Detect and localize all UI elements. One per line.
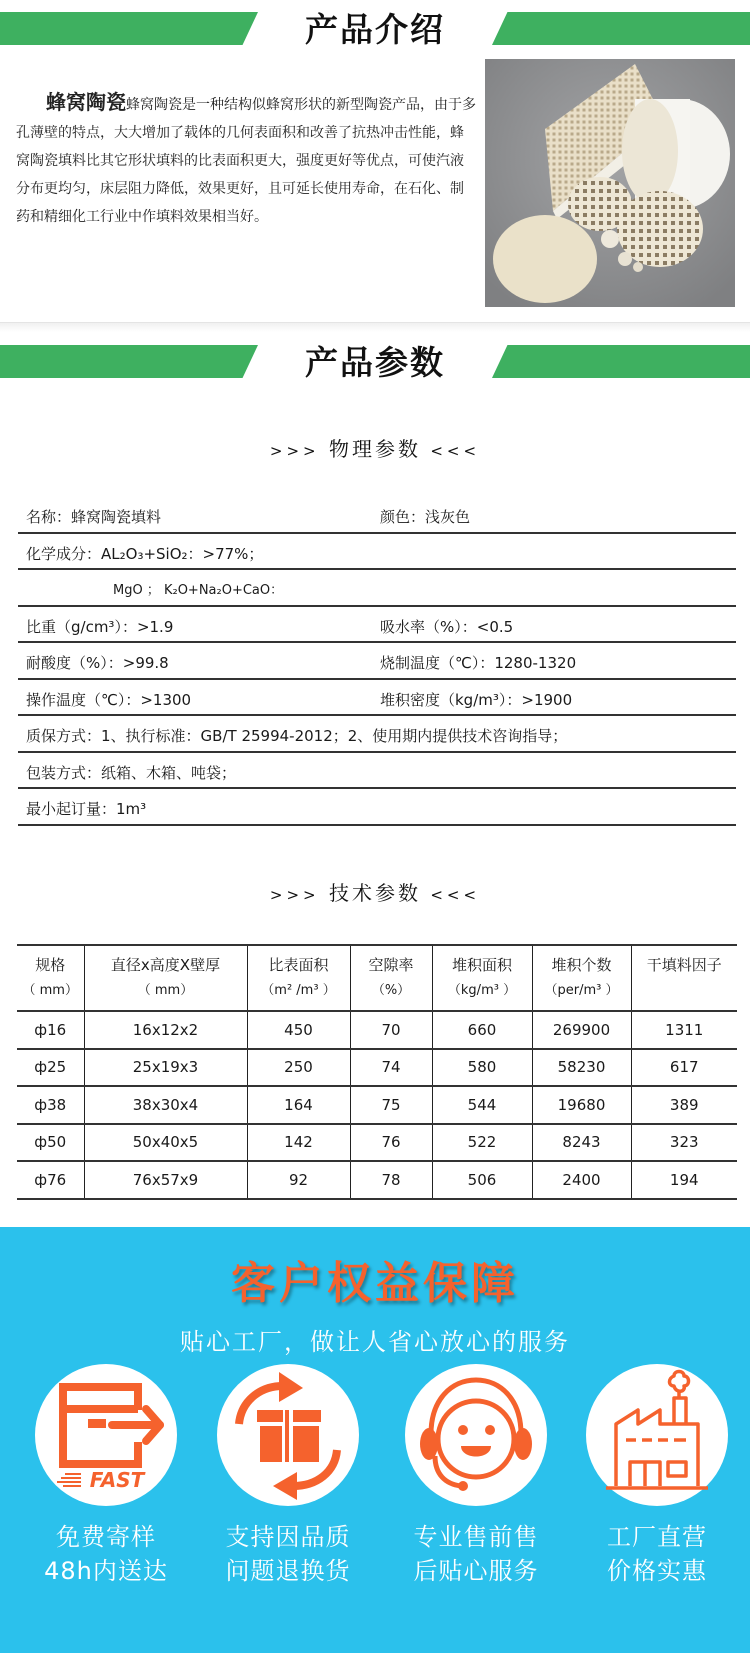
column-header-name: 堆积个数 (551, 956, 612, 974)
guarantee-label-line2: 后贴心服务 (413, 1557, 539, 1585)
guarantee-label-line1: 支持因品质 (225, 1523, 351, 1551)
physical-params-label: 物理参数 (329, 437, 421, 461)
column-header-unit: （per/m³ ） (544, 983, 619, 998)
param-left: 最小起订量：1m³ (26, 800, 147, 818)
section-title-intro: 产品介绍 (305, 10, 445, 49)
return-exchange-icon (217, 1364, 359, 1506)
table-cell: 580 (432, 1049, 532, 1087)
column-header (432, 945, 532, 1011)
param-left: 比重（g/cm³）：>1.9 (26, 617, 174, 636)
table-cell: 323 (631, 1124, 737, 1162)
arrow-left: >>> (269, 442, 320, 460)
guarantee-item-free-sample (31, 1364, 181, 1588)
physical-param-row (18, 643, 736, 680)
column-header (17, 945, 84, 1011)
physical-params-title (0, 433, 750, 462)
physical-param-row (18, 497, 736, 534)
physical-param-row (18, 570, 736, 607)
tech-params-title (0, 877, 750, 906)
table-cell: ф25 (34, 1058, 67, 1077)
table-cell: 269900 (532, 1011, 631, 1049)
table-cell: 194 (631, 1161, 737, 1199)
table-cell: 389 (631, 1086, 737, 1124)
factory-icon (586, 1364, 728, 1506)
table-cell: 76 (350, 1124, 432, 1162)
table-cell: 70 (350, 1011, 432, 1049)
table-row (17, 1161, 737, 1199)
table-cell: 450 (247, 1011, 350, 1049)
column-header (631, 945, 737, 1011)
table-cell: 25x19x3 (84, 1049, 247, 1087)
table-cell: ф76 (34, 1170, 67, 1189)
table-cell: 19680 (532, 1086, 631, 1124)
table-cell: ф50 (34, 1133, 67, 1152)
table-row (17, 1049, 737, 1087)
physical-param-row (18, 534, 736, 571)
param-left: 操作温度（℃）：>1300 (26, 690, 192, 709)
table-cell: 74 (350, 1049, 432, 1087)
guarantee-subtitle: 贴心工厂，做让人省心放心的服务 (180, 1328, 570, 1356)
column-header-name: 空隙率 (368, 956, 414, 974)
column-header (84, 945, 247, 1011)
param-left: MgO ； K₂O+Na₂O+CaO： (113, 583, 284, 598)
param-left: 耐酸度（%）：>99.8 (26, 654, 169, 672)
guarantee-label-line1: 工厂直营 (607, 1523, 707, 1551)
column-header-name: 直径x高度X壁厚 (110, 956, 221, 974)
column-header-name: 干填料因子 (646, 956, 722, 974)
guarantee-item-service (401, 1364, 551, 1588)
table-cell: 142 (247, 1124, 350, 1162)
table-cell: 617 (631, 1049, 737, 1087)
table-row (17, 1086, 737, 1124)
param-right: 吸水率（%）：<0.5 (380, 617, 514, 636)
table-cell: 16x12x2 (84, 1011, 247, 1049)
column-header (532, 945, 631, 1011)
table-cell: 506 (432, 1161, 532, 1199)
guarantee-title: 客户权益保障 (231, 1258, 519, 1309)
table-cell: 76x57x9 (84, 1161, 247, 1199)
guarantee-section (0, 1227, 750, 1653)
intro-lead: 蜂窝陶瓷 (46, 90, 126, 114)
section-header-params (0, 339, 750, 382)
table-cell: 58230 (532, 1049, 631, 1087)
table-cell: 2400 (532, 1161, 631, 1199)
physical-param-row (18, 716, 736, 753)
table-cell: 660 (432, 1011, 532, 1049)
column-header-name: 比表面积 (268, 956, 329, 974)
param-left: 化学成分：AL₂O₃+SiO₂：>77%； (26, 544, 264, 563)
customer-service-icon (405, 1364, 547, 1506)
column-header (247, 945, 350, 1011)
column-header-unit: （%） (371, 983, 411, 998)
table-cell: ф16 (34, 1020, 67, 1039)
table-cell: 1311 (631, 1011, 737, 1049)
arrow-left: >>> (269, 886, 320, 904)
table-row (17, 1011, 737, 1049)
tech-params-table (17, 944, 737, 1200)
table-cell: 522 (432, 1124, 532, 1162)
param-right: 堆积密度（kg/m³）：>1900 (380, 690, 573, 709)
param-right: 烧制温度（℃）：1280-1320 (380, 654, 577, 672)
intro-description (16, 88, 476, 231)
column-header-unit (632, 978, 738, 1004)
physical-param-row (18, 753, 736, 790)
table-cell: 38x30x4 (84, 1086, 247, 1124)
arrow-right: <<< (430, 442, 481, 460)
guarantee-label-line1: 免费寄样 (56, 1523, 156, 1551)
column-header-unit: （m² /m³ ） (261, 983, 336, 998)
table-header-row (17, 945, 737, 1011)
table-cell: 75 (350, 1086, 432, 1124)
column-header (350, 945, 432, 1011)
fast-text: FAST (89, 1468, 145, 1492)
physical-param-row (18, 607, 736, 644)
table-cell: 92 (247, 1161, 350, 1199)
guarantee-item-factory (582, 1364, 732, 1588)
column-header-name: 规格 (35, 956, 66, 974)
table-cell: 164 (247, 1086, 350, 1124)
guarantee-label-line2: 价格实惠 (607, 1557, 707, 1585)
intro-body: 蜂窝陶瓷是一种结构似蜂窝形状的新型陶瓷产品，由于多孔薄壁的特点，大大增加了载体的几何表面积和改善了抗热冲击性能，蜂窝陶瓷填料比其它形状填料的比表面积更大，强度更好等优点，可使汽液分布更均匀，床层阻力降低，效果更好，且可延长使用寿命，在石化、制药和精细化工行业中作填料效果相当好。 (16, 97, 476, 225)
table-cell: 8243 (532, 1124, 631, 1162)
section-header-intro (0, 6, 750, 49)
physical-param-row (18, 789, 736, 826)
guarantee-label-line1: 专业售前售 (413, 1523, 539, 1551)
guarantee-item-return (213, 1364, 363, 1588)
column-header-unit: （ mm） (22, 983, 78, 998)
param-left: 名称：蜂窝陶瓷填料 (26, 508, 162, 526)
column-header-unit: （kg/m³ ） (447, 983, 517, 998)
table-cell: 544 (432, 1086, 532, 1124)
physical-params-list (18, 497, 736, 826)
table-body (17, 1011, 737, 1199)
table-cell: 50x40x5 (84, 1124, 247, 1162)
column-header-unit: （ mm） (137, 983, 194, 998)
product-photo (485, 59, 735, 307)
honeycomb-ceramic-image (485, 59, 735, 307)
table-cell: 250 (247, 1049, 350, 1087)
table-cell: ф38 (34, 1095, 67, 1114)
physical-param-row (18, 680, 736, 717)
param-right: 颜色：浅灰色 (380, 508, 471, 526)
guarantee-label-line2: 48h内送达 (44, 1557, 168, 1585)
column-header-name: 堆积面积 (451, 956, 512, 974)
arrow-right: <<< (430, 886, 481, 904)
table-cell: 78 (350, 1161, 432, 1199)
param-left: 质保方式：1、执行标准：GB/T 25994-2012；2、使用期内提供技术咨询指导； (26, 727, 568, 745)
tech-params-label: 技术参数 (329, 881, 421, 905)
param-left: 包装方式：纸箱、木箱、吨袋； (26, 763, 237, 782)
table-row (17, 1124, 737, 1162)
guarantee-label-line2: 问题退换货 (225, 1557, 351, 1585)
section-divider (0, 322, 750, 332)
fast-shipping-icon (35, 1364, 177, 1506)
section-title-params: 产品参数 (305, 343, 445, 382)
